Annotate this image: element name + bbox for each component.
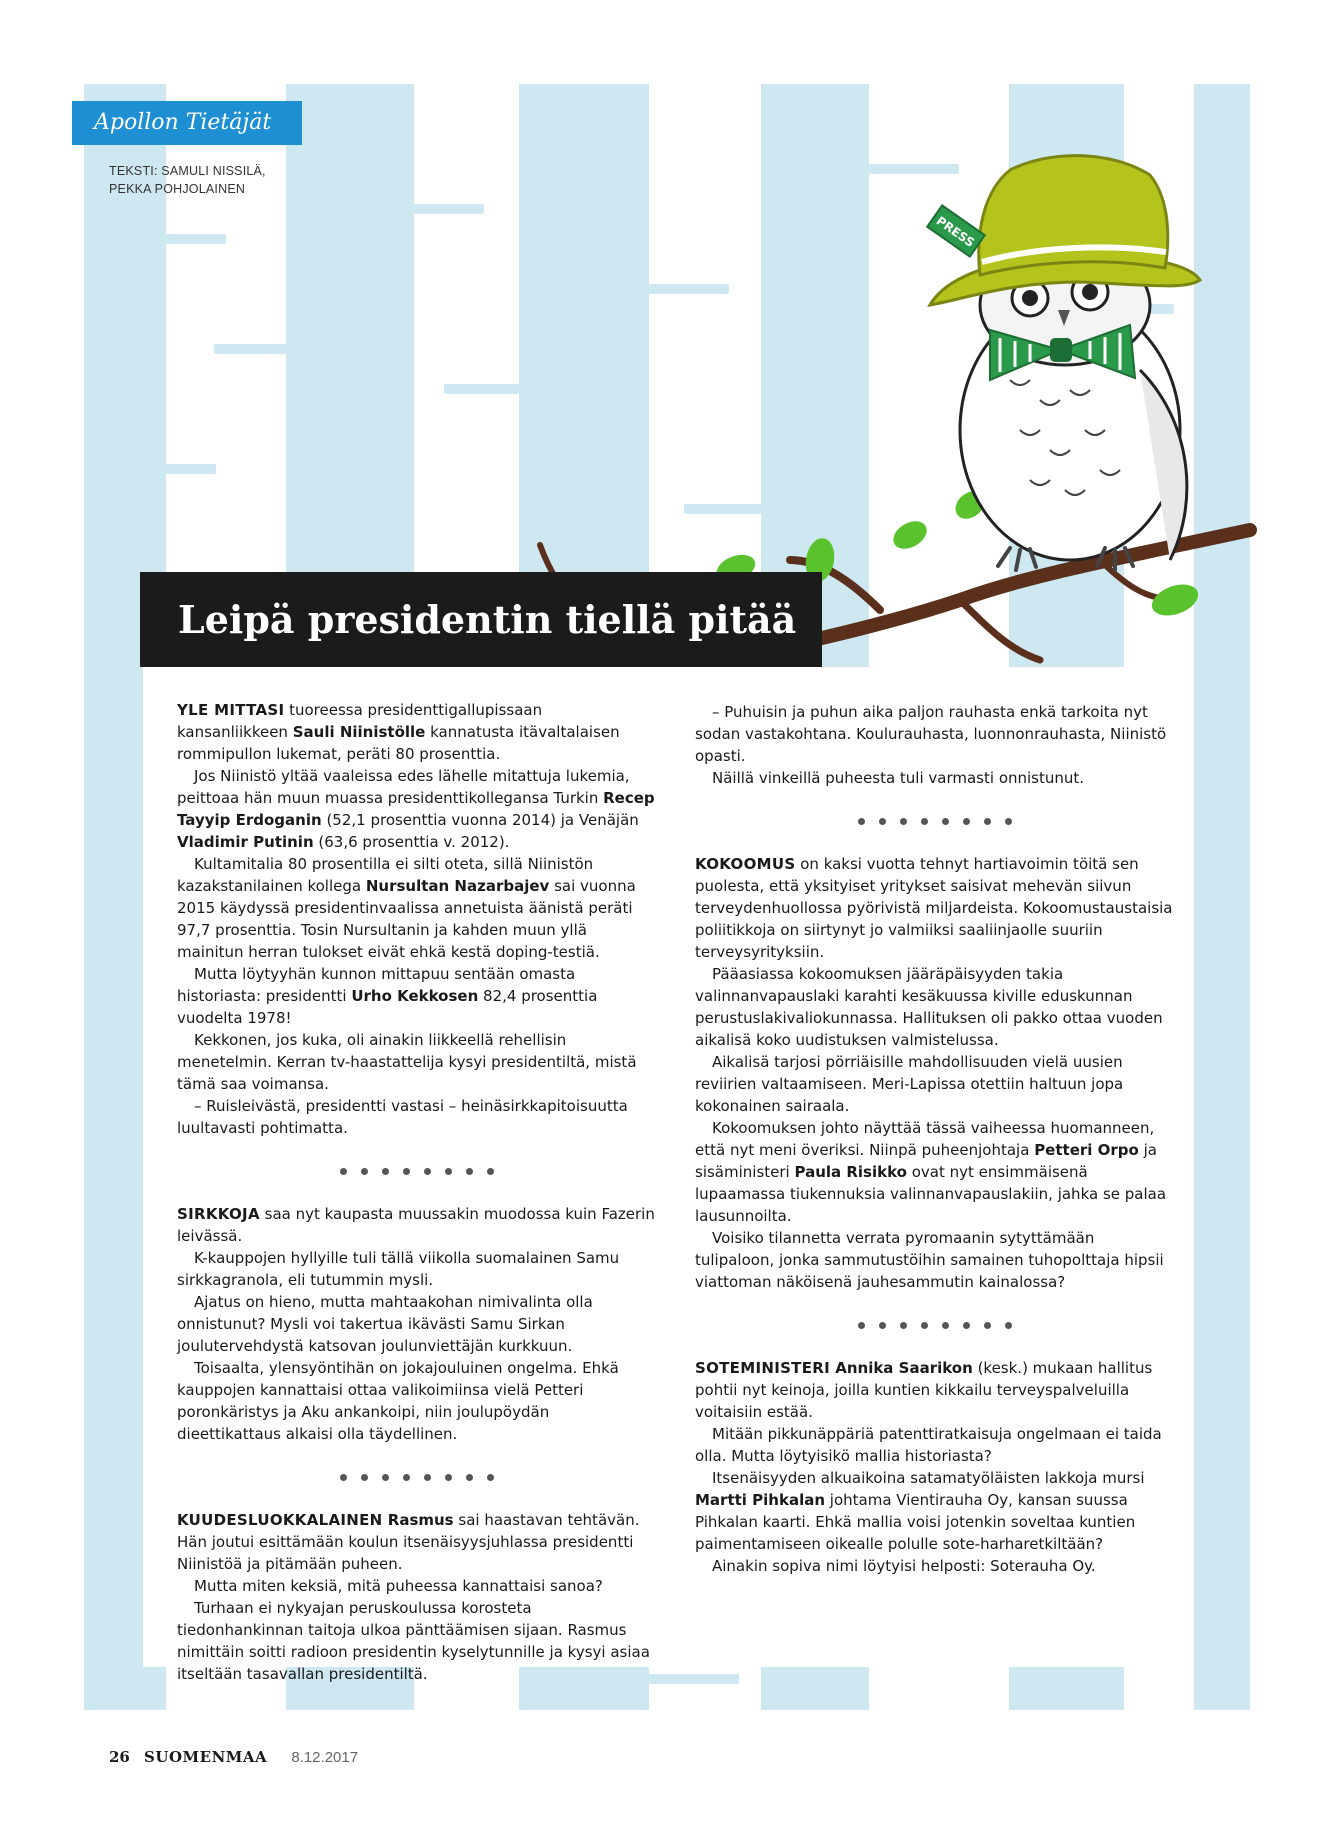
headline-bar	[140, 572, 822, 667]
paragraph: K-kauppojen hyllyille tuli tällä viikolla suomalainen Samu sirkkagranola, eli tutummin mysli.	[177, 1249, 620, 1289]
paragraph: YLE MITTASI tuoreessa presidenttigallupissaan kansanliikkeen Sauli Niinistölle kannatusta itävaltalaisen rommipullon lukemat, peräti 80 prosenttia.	[177, 701, 620, 763]
paragraph: SOTEMINISTERI Annika Saarikon (kesk.) mukaan hallitus pohtii nyt keinoja, joilla kuntien kikkailu terveyspalveluilla voitaisiin estää.	[695, 1359, 1153, 1421]
article-column-right	[695, 701, 1175, 1577]
section-divider	[177, 1149, 657, 1193]
section-divider	[695, 1303, 1175, 1347]
paragraph: – Ruisleivästä, presidentti vastasi – heinäsirkkapitoisuutta luultavasti pohtimatta.	[177, 1097, 628, 1137]
page-title: Leipä presidentin tiellä pitää	[178, 597, 797, 642]
paragraph: Turhaan ei nykyajan peruskoulussa korosteta tiedonhankinnan taitoja ulkoa pänttäämisen sijaan. Rasmus nimittäin soitti radioon presidentin kyselytunnille ja kysyi asiaa itseltään tasavallan presidentiltä.	[177, 1599, 650, 1683]
leaf-icon	[888, 516, 931, 555]
paragraph: SIRKKOJA saa nyt kaupasta muussakin muodossa kuin Fazerin leivässä.	[177, 1205, 655, 1245]
byline-line: PEKKA POHJOLAINEN	[109, 182, 246, 196]
byline-line: TEKSTI: SAMULI NISSILÄ,	[109, 164, 266, 178]
article-body	[143, 667, 1183, 1683]
paragraph: Itsenäisyyden alkuaikoina satamatyöläisten lakkoja mursi Martti Pihkalan johtama Vientirauha Oy, kansan suussa Pihkalan kaarti. Ehkä mallia voisi jotenkin soveltaa kuntien paimentamiseen oikealle polulle sote-harharetkiltään?	[695, 1469, 1145, 1553]
paragraph: Kekkonen, jos kuka, oli ainakin liikkeellä rehellisin menetelmin. Kerran tv-haastattelija kysyi presidentiltä, mistä tämä saa voimansa.	[177, 1031, 637, 1093]
section-divider	[695, 799, 1175, 843]
page-footer	[109, 1748, 358, 1766]
paragraph: Voisiko tilannetta verrata pyromaanin sytyttämään tulipaloon, jonka sammutustöihin samainen tuhopolttaja hipsii viattoman näköisenä jauhesammutin kainalossa?	[695, 1229, 1164, 1291]
paragraph: Mutta löytyyhän kunnon mittapuu sentään omasta historiasta: presidentti Urho Kekkosen 82,4 prosenttia vuodelta 1978!	[177, 965, 598, 1027]
paragraph: Ainakin sopiva nimi löytyisi helposti: Soterauha Oy.	[712, 1557, 1096, 1575]
section-divider	[177, 1455, 657, 1499]
paragraph: KUUDESLUOKKALAINEN Rasmus sai haastavan tehtävän. Hän joutui esittämään koulun itsenäisyysjuhlassa presidentti Niinistöä ja pitämään puheen.	[177, 1511, 640, 1573]
paragraph: Toisaalta, ylensyöntihän on jokajouluinen ongelma. Ehkä kauppojen kannattaisi ottaa valikoimiinsa vielä Petteri poronkäristys ja Aku ankankoipi, niin joulupöydän dieettikattaus alkaisi olla täydellinen.	[177, 1359, 619, 1443]
leaf-icon	[1148, 579, 1203, 622]
paragraph: Kultamitalia 80 prosentilla ei silti oteta, sillä Niinistön kazakstanilainen kollega Nursultan Nazarbajev sai vuonna 2015 käydyssä presidentinvaalissa annetuista äänistä peräti 97,7 prosenttia. Tosin Nursultanin ja kahden muun yllä mainitun herran tulokset eivät ehkä kestä doping-testiä.	[177, 855, 636, 961]
issue-date: 8.12.2017	[291, 1749, 359, 1766]
paragraph: Kokoomuksen johto näyttää tässä vaiheessa huomanneen, että nyt meni överiksi. Niinpä puheenjohtaja Petteri Orpo ja sisäministeri Paula Risikko ovat nyt ensimmäisenä lupaamassa tiukennuksia valinnanvapauslakiin, jahka se palaa lausunnoilta.	[695, 1119, 1167, 1225]
paragraph: Näillä vinkeillä puheesta tuli varmasti onnistunut.	[712, 769, 1085, 787]
magazine-name: SUOMENMAA	[144, 1748, 268, 1766]
press-card-text: PRESS	[933, 213, 978, 250]
article-column-left	[177, 699, 657, 1685]
paragraph: – Puhuisin ja puhun aika paljon rauhasta enkä tarkoita nyt sodan vastakohtana. Koulurauhasta, luonnonrauhasta, Niinistö opasti.	[695, 703, 1167, 765]
paragraph: Aikalisä tarjosi pörriäisille mahdollisuuden vielä uusien reviirien valtaamiseen. Meri-Lapissa otettiin haltuun jopa kokonainen sairaala.	[695, 1053, 1124, 1115]
paragraph: Jos Niinistö yltää vaaleissa edes lähelle mitattuja lukemia, peittoaa hän muun muassa presidenttikollegansa Turkin Recep Tayyip Erdoganin (52,1 prosenttia vuonna 2014) ja Venäjän Vladimir Putinin (63,6 prosenttia v. 2012).	[177, 767, 655, 851]
paragraph: Pääasiassa kokoomuksen jääräpäisyyden takia valinnanvapauslaki karahti kesäkuussa kiville eduskunnan perustuslakivaliokunnassa. Hallituksen oli pakko ottaa vuoden aikalisä koko uudistuksen valmistelussa.	[695, 965, 1163, 1049]
paragraph: Mutta miten keksiä, mitä puheessa kannattaisi sanoa?	[194, 1577, 603, 1595]
byline	[109, 162, 266, 198]
paragraph: Mitään pikkunäppäriä patenttiratkaisuja ongelmaan ei taida olla. Mutta löytyisikö mallia historiasta?	[695, 1425, 1162, 1465]
page-number: 26	[109, 1748, 130, 1766]
section-kicker: Apollon Tietäjät	[72, 101, 302, 145]
paragraph: KOKOOMUS on kaksi vuotta tehnyt hartiavoimin töitä sen puolesta, että yksityiset yritykset saisivat mehevän siivun terveydenhuollossa pyörivistä miljardeista. Kokoomustaustaisia poliitikkoja on siirtynyt jo valmiiksi saaliinjaolle suuriin terveysyrityksiin.	[695, 855, 1173, 961]
paragraph: Ajatus on hieno, mutta mahtaakohan nimivalinta olla onnistunut? Mysli voi takertua ikävästi Samu Sirkan joulutervehdystä katsovan joulunviettäjän kurkkuun.	[177, 1293, 593, 1355]
